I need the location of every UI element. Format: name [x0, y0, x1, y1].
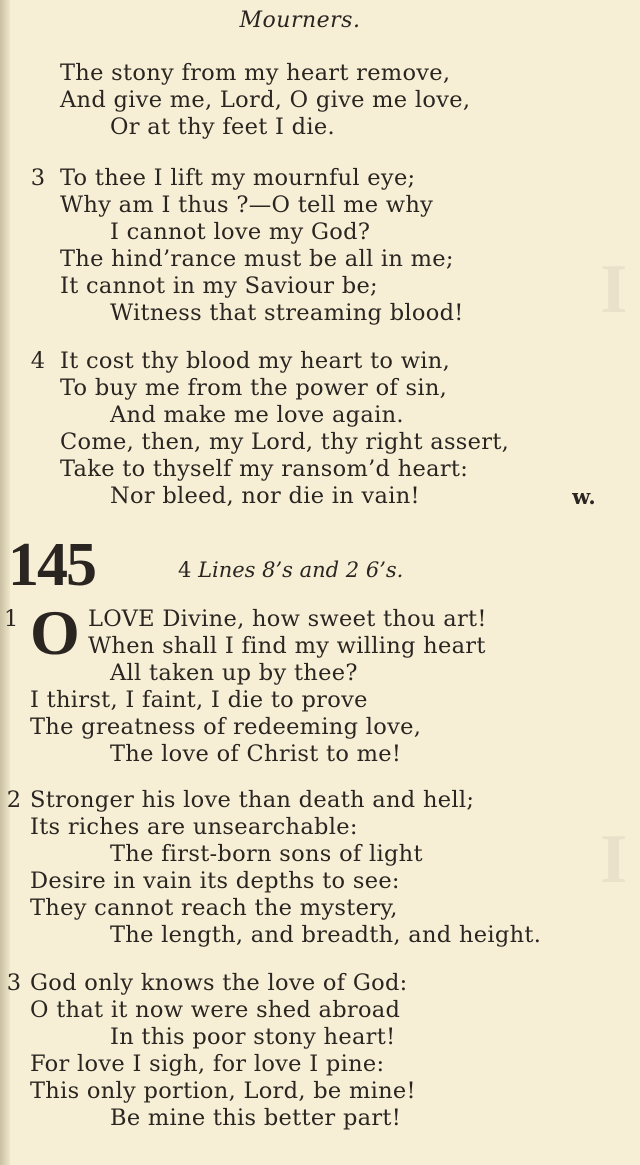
- stanza-number: 2: [6, 787, 22, 813]
- verse-line: The first-born sons of light: [110, 841, 423, 867]
- verse-line: The hind’rance must be all in me;: [60, 246, 454, 272]
- hymn-stanza-2: [0, 787, 640, 949]
- verse-line: Or at thy feet I die.: [110, 114, 335, 140]
- hymn-number: 145: [8, 531, 95, 599]
- verse-line: They cannot reach the mystery,: [30, 895, 398, 921]
- bleed-through-mark: I: [600, 821, 628, 898]
- verse-line: In this poor stony heart!: [110, 1024, 396, 1050]
- verse-line: Stronger his love than death and hell;: [30, 787, 475, 813]
- verse-line: The stony from my heart remove,: [60, 60, 451, 86]
- bleed-through-mark: I: [600, 251, 628, 328]
- meter-text: Lines 8’s and: [198, 558, 340, 582]
- stanza-number: 3: [30, 165, 46, 191]
- prev-hymn-stanza-4: [0, 348, 640, 510]
- verse-line: It cost thy blood my heart to win,: [60, 348, 451, 374]
- prev-hymn-stanza-continuation: [0, 60, 640, 141]
- verse-line: All taken up by thee?: [110, 660, 358, 686]
- verse-line: Desire in vain its depths to see:: [30, 868, 400, 894]
- verse-line: And make me love again.: [110, 402, 404, 428]
- verse-line: God only knows the love of God:: [30, 970, 408, 996]
- verse-line: To thee I lift my mournful eye;: [60, 165, 416, 191]
- verse-line: I thirst, I faint, I die to prove: [30, 687, 368, 713]
- verse-line: Take to thyself my ransom’d heart:: [60, 456, 469, 482]
- hymn-meter: [178, 558, 403, 582]
- verse-line: I cannot love my God?: [110, 219, 371, 245]
- hymn-heading: [0, 530, 640, 599]
- verse-line: Why am I thus ?—O tell me why: [60, 192, 434, 218]
- verse-line: Nor bleed, nor die in vain!: [110, 483, 420, 509]
- verse-line: Witness that streaming blood!: [110, 300, 464, 326]
- verse-line: This only portion, Lord, be mine!: [30, 1078, 416, 1104]
- hymn-stanza-3: [0, 970, 640, 1132]
- verse-line: O that it now were shed abroad: [30, 997, 401, 1023]
- verse-line: Come, then, my Lord, thy right assert,: [60, 429, 510, 455]
- verse-line: When shall I find my willing heart: [88, 633, 486, 659]
- stanza-number: 1: [4, 606, 19, 632]
- drop-cap: O: [30, 597, 80, 668]
- stanza-number: 3: [6, 970, 22, 996]
- verse-line: For love I sigh, for love I pine:: [30, 1051, 385, 1077]
- verse-line: The greatness of redeeming love,: [30, 714, 422, 740]
- verse-line: It cannot in my Saviour be;: [60, 273, 378, 299]
- running-header: Mourners.: [239, 8, 361, 33]
- verse-line: Be mine this better part!: [110, 1105, 402, 1131]
- verse-line: And give me, Lord, O give me love,: [60, 87, 471, 113]
- prev-hymn-stanza-3: [0, 165, 640, 327]
- author-initial: w.: [572, 484, 596, 509]
- verse-line: The love of Christ to me!: [110, 741, 402, 767]
- meter-count: 4: [178, 558, 192, 582]
- hymn-stanza-1: [0, 606, 640, 768]
- stanza-number: 4: [30, 348, 46, 374]
- verse-line: Its riches are unsearchable:: [30, 814, 358, 840]
- verse-line: To buy me from the power of sin,: [60, 375, 448, 401]
- meter-tail: 2 6’s.: [345, 558, 404, 582]
- verse-line: LOVE Divine, how sweet thou art!: [88, 606, 487, 632]
- verse-line: The length, and breadth, and height.: [110, 922, 542, 948]
